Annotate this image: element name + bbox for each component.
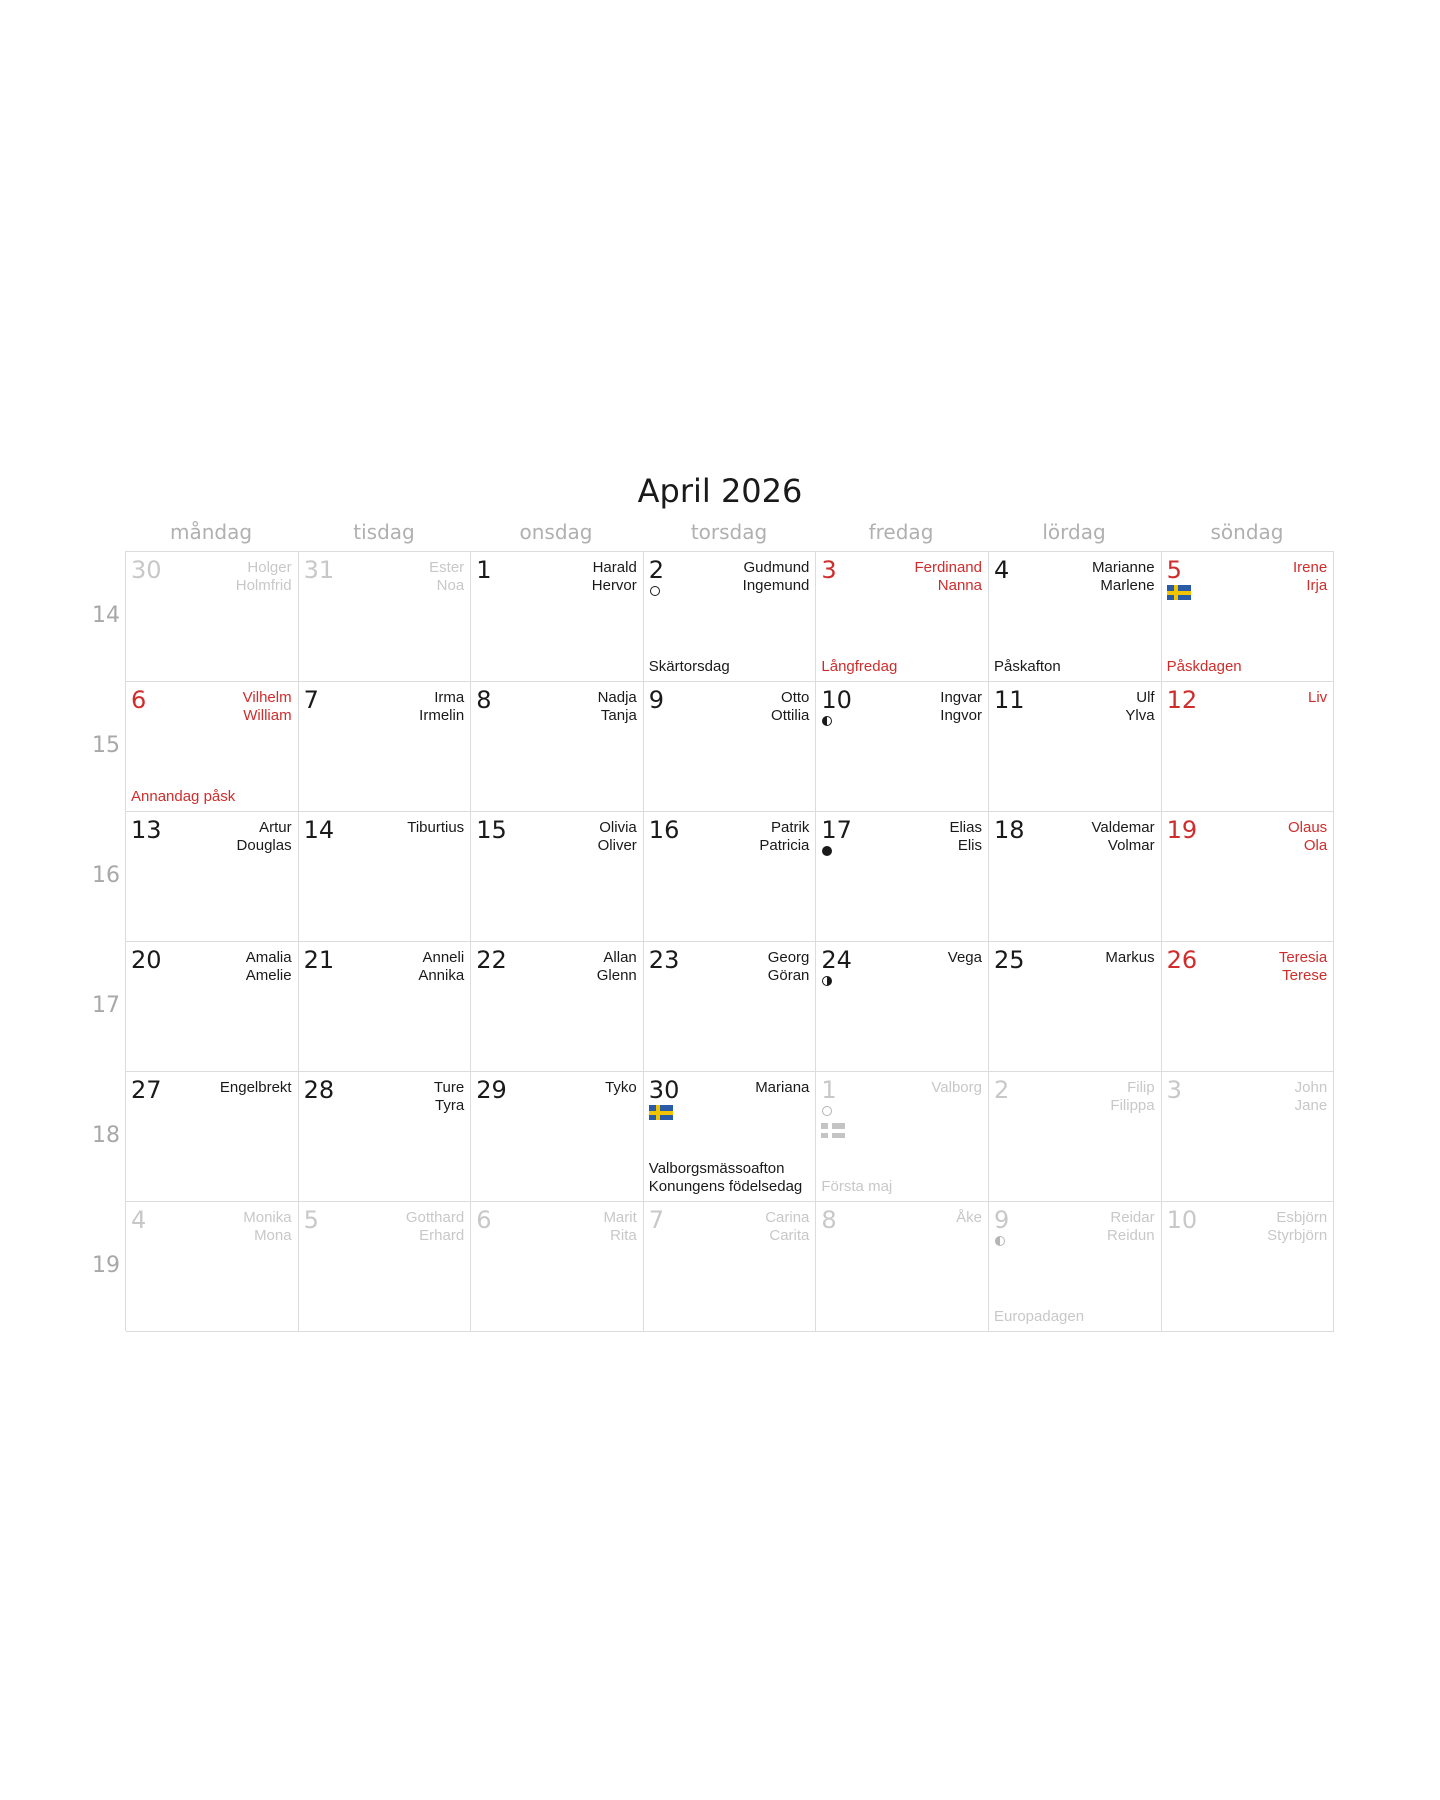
day-cell[interactable]	[1162, 682, 1335, 812]
name-day-list	[597, 949, 637, 985]
weekday-thursday: torsdag	[690, 520, 768, 544]
name-day: Ferdinand	[914, 559, 982, 576]
name-day: Terese	[1282, 967, 1328, 984]
name-day-list	[759, 819, 809, 855]
holiday-label	[821, 658, 897, 676]
name-day-list	[914, 559, 982, 595]
day-cell[interactable]	[989, 552, 1162, 682]
day-number: 17	[821, 816, 852, 844]
holiday-label	[649, 658, 730, 676]
name-day: Artur	[259, 819, 292, 836]
name-day: Marit	[603, 1209, 637, 1226]
weekday-sunday: söndag	[1210, 520, 1284, 544]
name-day: Olaus	[1288, 819, 1328, 836]
name-day-list	[603, 1209, 636, 1245]
swedish-flag-icon	[821, 1123, 845, 1138]
name-day: Irja	[1306, 577, 1328, 594]
name-day: Amalia	[245, 949, 292, 966]
name-day: Jane	[1294, 1097, 1328, 1114]
name-day: Tyko	[605, 1079, 637, 1096]
name-day: Carina	[765, 1209, 810, 1226]
week-number: 17	[92, 993, 120, 1018]
name-day-list	[1279, 949, 1327, 985]
day-cell[interactable]	[989, 682, 1162, 812]
day-number: 9	[648, 686, 665, 714]
day-cell[interactable]	[471, 552, 644, 682]
holiday-text: Skärtorsdag	[648, 658, 730, 675]
name-day-list	[243, 1209, 291, 1245]
name-day: Tyra	[435, 1097, 465, 1114]
day-cell[interactable]	[1162, 942, 1335, 1072]
name-day: Marlene	[1100, 577, 1155, 594]
name-day-list	[598, 689, 637, 725]
name-day: Oliver	[597, 837, 637, 854]
name-day-list	[406, 1209, 464, 1245]
weekday-saturday: lördag	[1042, 520, 1106, 544]
day-number: 22	[476, 946, 507, 974]
day-cell[interactable]	[299, 942, 472, 1072]
name-day: Teresia	[1278, 949, 1328, 966]
name-day-list	[407, 819, 464, 837]
day-cell[interactable]	[126, 682, 299, 812]
day-number: 16	[648, 816, 680, 844]
holiday-text: Påskdagen	[1166, 658, 1242, 675]
name-day-list	[418, 949, 464, 985]
name-day-list	[949, 819, 982, 855]
day-cell[interactable]	[1162, 1202, 1335, 1332]
name-day-list	[429, 559, 464, 595]
name-day-list	[1288, 819, 1327, 855]
day-number: 14	[303, 816, 335, 844]
name-day: Reidun	[1107, 1227, 1155, 1244]
holiday-text: Långfredag	[821, 658, 898, 675]
name-day: Harald	[592, 559, 637, 576]
new-moon-icon	[822, 846, 832, 856]
day-cell[interactable]	[126, 812, 299, 942]
name-day: Liv	[1308, 689, 1328, 706]
day-number: 6	[131, 686, 147, 714]
day-cell[interactable]	[471, 1072, 644, 1202]
day-cell[interactable]	[299, 682, 472, 812]
name-day: Patrik	[771, 819, 810, 836]
name-day: Ingvor	[940, 707, 982, 724]
name-day: Åke	[956, 1209, 982, 1226]
name-day: Elias	[949, 819, 982, 836]
first-quarter-icon	[822, 976, 832, 986]
name-day-list	[956, 1209, 982, 1227]
name-day-list	[948, 949, 982, 967]
name-day: Holger	[247, 559, 292, 576]
name-day: Ture	[433, 1079, 465, 1096]
name-day: William	[243, 707, 292, 724]
day-cell[interactable]	[816, 1072, 989, 1202]
name-day-list	[592, 559, 637, 595]
day-cell[interactable]	[471, 812, 644, 942]
name-day: Douglas	[236, 837, 292, 854]
name-day: Erhard	[419, 1227, 465, 1244]
day-cell[interactable]	[471, 1202, 644, 1332]
swedish-flag-icon	[1167, 585, 1191, 600]
day-cell[interactable]	[1162, 1072, 1335, 1202]
name-day: Valdemar	[1091, 819, 1155, 836]
day-number: 5	[1166, 556, 1182, 584]
day-number: 7	[648, 1206, 665, 1234]
day-cell[interactable]	[644, 682, 817, 812]
day-number: 3	[821, 556, 837, 584]
name-day: Ylva	[1125, 707, 1155, 724]
weekday-friday: fredag	[868, 520, 934, 544]
name-day-list	[1092, 559, 1155, 595]
name-day: Volmar	[1107, 837, 1155, 854]
last-quarter-icon	[995, 1236, 1005, 1246]
day-cell[interactable]	[989, 812, 1162, 942]
full-moon-icon	[822, 1106, 832, 1116]
name-day: Otto	[781, 689, 810, 706]
day-number: 29	[476, 1076, 507, 1104]
week-number: 14	[92, 603, 120, 628]
week-number: 19	[92, 1253, 120, 1278]
day-number: 10	[821, 686, 852, 714]
name-day: Marianne	[1092, 559, 1155, 576]
day-number: 3	[1166, 1076, 1182, 1104]
day-cell[interactable]	[1162, 812, 1335, 942]
day-number: 7	[303, 686, 319, 714]
day-number: 27	[131, 1076, 162, 1104]
day-cell[interactable]	[471, 942, 644, 1072]
name-day-list	[1267, 1209, 1327, 1245]
name-day: Ulf	[1136, 689, 1155, 706]
day-number: 26	[1166, 946, 1198, 974]
name-day: John	[1294, 1079, 1328, 1096]
name-day-list	[1308, 689, 1327, 707]
name-day: Olivia	[599, 819, 637, 836]
holiday-label	[994, 1308, 1084, 1326]
day-cell[interactable]	[644, 942, 817, 1072]
day-number: 15	[476, 816, 507, 844]
week-number: 15	[92, 733, 120, 758]
name-day: Valborg	[931, 1079, 982, 1096]
day-cell[interactable]	[299, 552, 472, 682]
name-day: Tanja	[600, 707, 637, 724]
day-cell[interactable]	[126, 942, 299, 1072]
name-day: Mariana	[755, 1079, 810, 1096]
day-number: 5	[303, 1206, 319, 1234]
name-day-list	[220, 1079, 292, 1097]
name-day: Ola	[1303, 837, 1328, 854]
name-day: Engelbrekt	[219, 1079, 292, 1096]
name-day-list	[1293, 559, 1327, 595]
day-cell[interactable]	[989, 1202, 1162, 1332]
day-cell[interactable]	[816, 1202, 989, 1332]
name-day: Annika	[418, 967, 465, 984]
name-day-list	[598, 819, 637, 855]
holiday-text: Valborgsmässoafton	[648, 1160, 785, 1177]
name-day: Holmfrid	[235, 577, 292, 594]
name-day: Noa	[436, 577, 465, 594]
day-number: 20	[131, 946, 162, 974]
name-day: Ingemund	[742, 577, 810, 594]
name-day-list	[771, 689, 809, 725]
name-day-list	[755, 1079, 809, 1097]
name-day-list	[605, 1079, 637, 1097]
name-day: Allan	[603, 949, 637, 966]
name-day-list	[1125, 689, 1154, 725]
day-number: 24	[821, 946, 852, 974]
name-day: Glenn	[596, 967, 637, 984]
name-day: Carita	[769, 1227, 810, 1244]
name-day: Anneli	[422, 949, 465, 966]
name-day: Irene	[1292, 559, 1328, 576]
holiday-text: Påskafton	[994, 658, 1061, 675]
day-cell[interactable]	[644, 1072, 817, 1202]
holiday-label	[821, 1178, 892, 1196]
last-quarter-icon	[822, 716, 832, 726]
weekday-wednesday: onsdag	[519, 520, 593, 544]
name-day: Nadja	[597, 689, 637, 706]
day-cell[interactable]	[126, 552, 299, 682]
day-number: 8	[476, 686, 492, 714]
name-day-list	[931, 1079, 982, 1097]
day-cell[interactable]	[471, 682, 644, 812]
name-day-list	[940, 689, 982, 725]
day-number: 2	[994, 1076, 1010, 1104]
name-day: Rita	[610, 1227, 637, 1244]
name-day: Hervor	[591, 577, 637, 594]
weekday-tuesday: tisdag	[353, 520, 415, 544]
name-day-list	[1105, 949, 1154, 967]
calendar-grid	[125, 551, 1334, 1331]
day-cell[interactable]	[644, 552, 817, 682]
name-day-list	[434, 1079, 464, 1115]
name-day: Filip	[1127, 1079, 1155, 1096]
name-day: Gotthard	[405, 1209, 465, 1226]
holiday-label	[131, 788, 235, 806]
name-day: Ester	[429, 559, 465, 576]
name-day: Nanna	[937, 577, 982, 594]
day-number: 6	[476, 1206, 492, 1234]
day-number: 12	[1166, 686, 1198, 714]
day-number: 8	[821, 1206, 837, 1234]
name-day: Göran	[767, 967, 810, 984]
day-number: 10	[1166, 1206, 1198, 1234]
name-day-list	[246, 949, 292, 985]
day-number: 11	[994, 686, 1025, 714]
name-day: Ottilia	[771, 707, 810, 724]
name-day-list	[236, 559, 292, 595]
day-number: 25	[994, 946, 1025, 974]
name-day: Vilhelm	[242, 689, 292, 706]
holiday-label	[1167, 658, 1242, 676]
name-day-list	[1107, 1209, 1155, 1245]
name-day: Amelie	[245, 967, 292, 984]
day-number: 30	[648, 1076, 680, 1104]
day-cell[interactable]	[1162, 552, 1335, 682]
day-cell[interactable]	[816, 552, 989, 682]
day-cell[interactable]	[299, 1072, 472, 1202]
name-day: Monika	[243, 1209, 292, 1226]
name-day: Styrbjörn	[1267, 1227, 1328, 1244]
name-day: Vega	[947, 949, 982, 966]
week-number: 18	[92, 1123, 120, 1148]
holiday-text: Annandag påsk	[131, 788, 236, 805]
day-number: 9	[994, 1206, 1010, 1234]
name-day: Georg	[767, 949, 810, 966]
day-cell[interactable]	[299, 812, 472, 942]
name-day: Reidar	[1110, 1209, 1155, 1226]
name-day-list	[743, 559, 810, 595]
week-number: 16	[92, 863, 120, 888]
holiday-label	[994, 658, 1061, 676]
day-cell[interactable]	[816, 942, 989, 1072]
name-day: Patricia	[759, 837, 810, 854]
day-number: 23	[648, 946, 680, 974]
day-number: 13	[131, 816, 162, 844]
name-day: Irma	[434, 689, 465, 706]
day-cell[interactable]	[126, 1202, 299, 1332]
name-day-list	[419, 689, 464, 725]
name-day: Filippa	[1110, 1097, 1155, 1114]
name-day: Mona	[254, 1227, 292, 1244]
day-number: 18	[994, 816, 1025, 844]
day-cell[interactable]	[816, 682, 989, 812]
holiday-text: Konungens födelsedag	[648, 1178, 803, 1195]
weekday-monday: måndag	[169, 520, 253, 544]
day-number: 2	[648, 556, 665, 584]
holiday-text: Europadagen	[994, 1308, 1085, 1325]
day-number: 19	[1166, 816, 1198, 844]
day-cell[interactable]	[989, 1072, 1162, 1202]
name-day: Ingvar	[940, 689, 982, 706]
name-day-list	[1295, 1079, 1328, 1115]
calendar-title: April 2026	[637, 472, 803, 510]
name-day: Elis	[957, 837, 982, 854]
name-day-list	[768, 949, 810, 985]
name-day-list	[765, 1209, 809, 1245]
name-day: Tiburtius	[407, 819, 465, 836]
day-number: 28	[303, 1076, 335, 1104]
swedish-flag-icon	[649, 1105, 673, 1120]
day-cell[interactable]	[126, 1072, 299, 1202]
holiday-text: Första maj	[821, 1178, 893, 1195]
day-cell[interactable]	[644, 1202, 817, 1332]
name-day: Esbjörn	[1276, 1209, 1328, 1226]
day-cell[interactable]	[816, 812, 989, 942]
name-day-list	[243, 689, 292, 725]
day-cell[interactable]	[299, 1202, 472, 1332]
day-number: 1	[821, 1076, 837, 1104]
full-moon-icon	[650, 586, 660, 596]
day-number: 4	[131, 1206, 147, 1234]
day-number: 4	[994, 556, 1010, 584]
day-number: 31	[303, 556, 335, 584]
name-day: Irmelin	[419, 707, 465, 724]
name-day: Markus	[1105, 949, 1155, 966]
day-cell[interactable]	[644, 812, 817, 942]
name-day-list	[1092, 819, 1155, 855]
day-number: 1	[476, 556, 492, 584]
holiday-label	[649, 1160, 802, 1196]
day-number: 30	[131, 556, 162, 584]
day-number: 21	[303, 946, 335, 974]
day-cell[interactable]	[989, 942, 1162, 1072]
name-day: Gudmund	[743, 559, 810, 576]
name-day-list	[237, 819, 292, 855]
name-day-list	[1110, 1079, 1154, 1115]
